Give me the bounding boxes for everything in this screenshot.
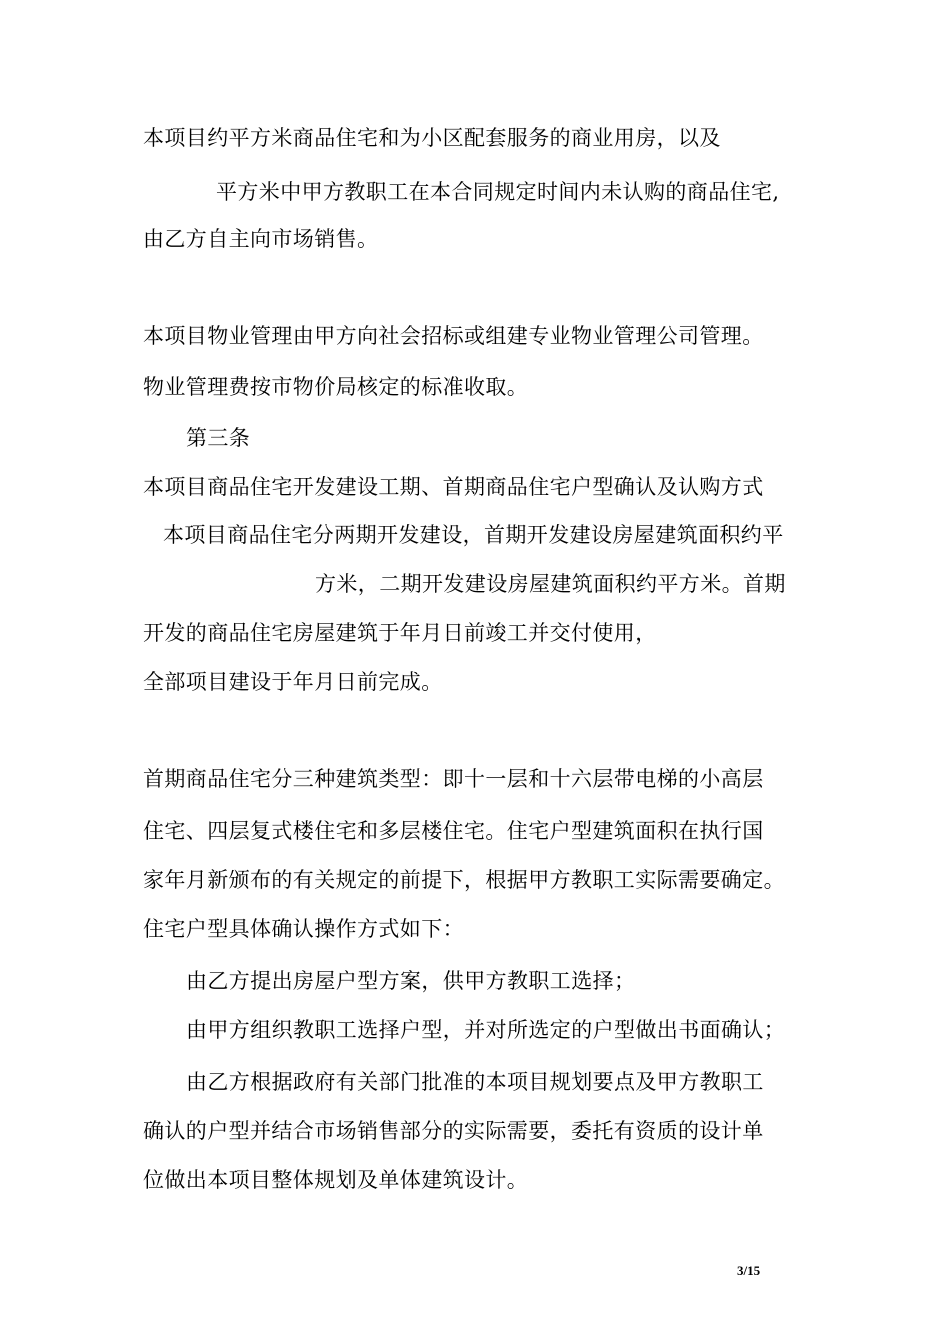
paragraph-line: 家年月新颁布的有关规定的前提下，根据甲方教职工实际需要确定。 bbox=[143, 868, 785, 892]
list-item: 由乙方根据政府有关部门批准的本项目规划要点及甲方教职工 bbox=[186, 1070, 764, 1094]
list-item: 由甲方组织教职工选择户型，并对所选定的户型做出书面确认； bbox=[186, 1018, 786, 1042]
paragraph-line: 物业管理费按市物价局核定的标准收取。 bbox=[143, 375, 529, 399]
paragraph-line: 开发的商品住宅房屋建筑于年月日前竣工并交付使用， bbox=[143, 621, 657, 645]
paragraph-line: 确认的户型并结合市场销售部分的实际需要，委托有资质的设计单 bbox=[143, 1119, 764, 1143]
paragraph-line: 全部项目建设于年月日前完成。 bbox=[143, 670, 443, 694]
paragraph-line: 平方米中甲方教职工在本合同规定时间内未认购的商品住宅, bbox=[216, 180, 780, 204]
paragraph-line: 住宅户型具体确认操作方式如下： bbox=[143, 917, 464, 941]
list-item: 由乙方提出房屋户型方案，供甲方教职工选择； bbox=[186, 969, 636, 993]
paragraph-line: 首期商品住宅分三种建筑类型：即十一层和十六层带电梯的小高层 bbox=[143, 767, 764, 791]
section-heading: 本项目商品住宅开发建设工期、首期商品住宅户型确认及认购方式 bbox=[143, 475, 764, 499]
paragraph-line: 本项目商品住宅分两期开发建设，首期开发建设房屋建筑面积约平 bbox=[163, 523, 784, 547]
paragraph-line: 住宅、四层复式楼住宅和多层楼住宅。住宅户型建筑面积在执行国 bbox=[143, 819, 764, 843]
article-heading: 第三条 bbox=[186, 426, 251, 450]
paragraph-line: 本项目约平方米商品住宅和为小区配套服务的商业用房，以及 bbox=[143, 126, 721, 150]
paragraph-line: 位做出本项目整体规划及单体建筑设计。 bbox=[143, 1168, 529, 1192]
paragraph-line: 本项目物业管理由甲方向社会招标或组建专业物业管理公司管理。 bbox=[143, 324, 764, 348]
paragraph-line: 方米，二期开发建设房屋建筑面积约平方米。首期 bbox=[315, 572, 786, 596]
paragraph-line: 由乙方自主向市场销售。 bbox=[143, 227, 379, 251]
page-number: 3/15 bbox=[737, 1263, 761, 1278]
